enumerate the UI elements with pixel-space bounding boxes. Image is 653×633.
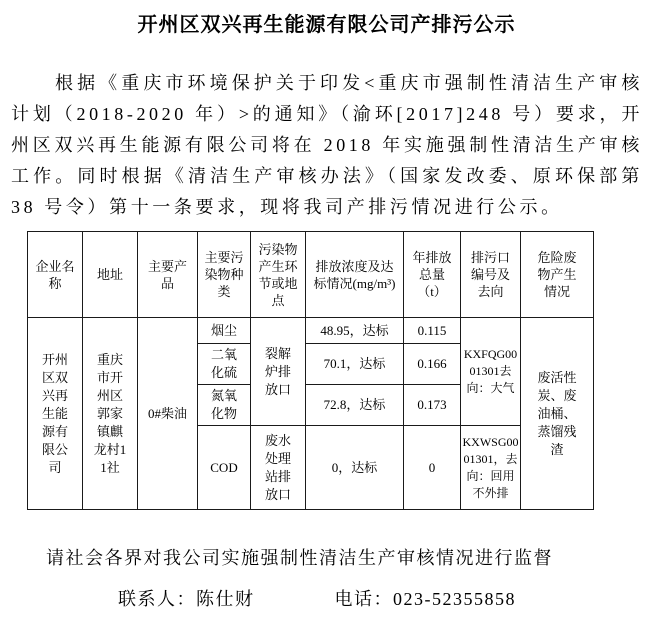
cell-source-wastewater-station: 废水处理站排放口 — [251, 426, 306, 510]
table-header-row — [28, 232, 594, 318]
col-header-company: 企业名称 — [28, 232, 83, 318]
cell-address: 重庆市开州区郭家镇麒龙村11社 — [83, 318, 138, 510]
pollution-disclosure-table — [27, 231, 594, 510]
col-header-address: 地址 — [83, 232, 138, 318]
col-header-hazardous-waste: 危险废物产生情况 — [521, 232, 594, 318]
col-header-product: 主要产品 — [138, 232, 198, 318]
table-row-smoke — [28, 318, 594, 344]
cell-outlet-water: KXWSG0001301，去向：回用不外排 — [461, 426, 521, 510]
cell-concentration-nox: 72.8，达标 — [306, 385, 404, 426]
supervision-statement: 请社会各界对我公司实施强制性清洁生产审核情况进行监督 — [46, 548, 553, 568]
cell-pollutant-nox: 氮氧化物 — [198, 385, 251, 426]
col-header-outlet: 排污口编号及去向 — [461, 232, 521, 318]
col-header-source: 污染物产生环节或地点 — [251, 232, 306, 318]
cell-source-cracking-furnace: 裂解炉排放口 — [251, 318, 306, 426]
cell-pollutant-smoke: 烟尘 — [198, 318, 251, 344]
page-title: 开州区双兴再生能源有限公司产排污公示 — [137, 14, 516, 36]
cell-annual-nox: 0.173 — [404, 385, 461, 426]
cell-annual-so2: 0.166 — [404, 344, 461, 385]
cell-concentration-so2: 70.1，达标 — [306, 344, 404, 385]
col-header-concentration: 排放浓度及达标情况(mg/m³) — [306, 232, 404, 318]
cell-pollutant-so2: 二氧化硫 — [198, 344, 251, 385]
contact-line — [118, 587, 653, 611]
cell-hazardous-waste: 废活性炭、废油桶、蒸馏残渣 — [521, 318, 594, 510]
cell-company: 开州区双兴再生能源有限公司 — [28, 318, 83, 510]
cell-annual-cod: 0 — [404, 426, 461, 510]
cell-outlet-gas: KXFQG0001301去向：大气 — [461, 318, 521, 426]
intro-paragraph: 根据《重庆市环境保护关于印发<重庆市强制性清洁生产审核计划（2018-2020 年）>的通知》（渝环[2017]248 号）要求，开州区双兴再生能源有限公司将在 2018 年实施强制性清洁生产审核工作。同时根据《清洁生产审核办法》（国家发改委、原环保部第 38 号令）第十一条要求，现将我司产排污情况进行公示。 — [11, 73, 643, 217]
col-header-annual-total: 年排放总量（t） — [404, 232, 461, 318]
cell-product: 0#柴油 — [138, 318, 198, 510]
cell-concentration-smoke: 48.95，达标 — [306, 318, 404, 344]
cell-concentration-cod: 0，达标 — [306, 426, 404, 510]
col-header-pollutant-type: 主要污染物种类 — [198, 232, 251, 318]
cell-annual-smoke: 0.115 — [404, 318, 461, 344]
cell-pollutant-cod: COD — [198, 426, 251, 510]
contact-phone: 电话：023-52355858 — [334, 589, 516, 609]
contact-person: 联系人：陈仕财 — [118, 589, 255, 609]
